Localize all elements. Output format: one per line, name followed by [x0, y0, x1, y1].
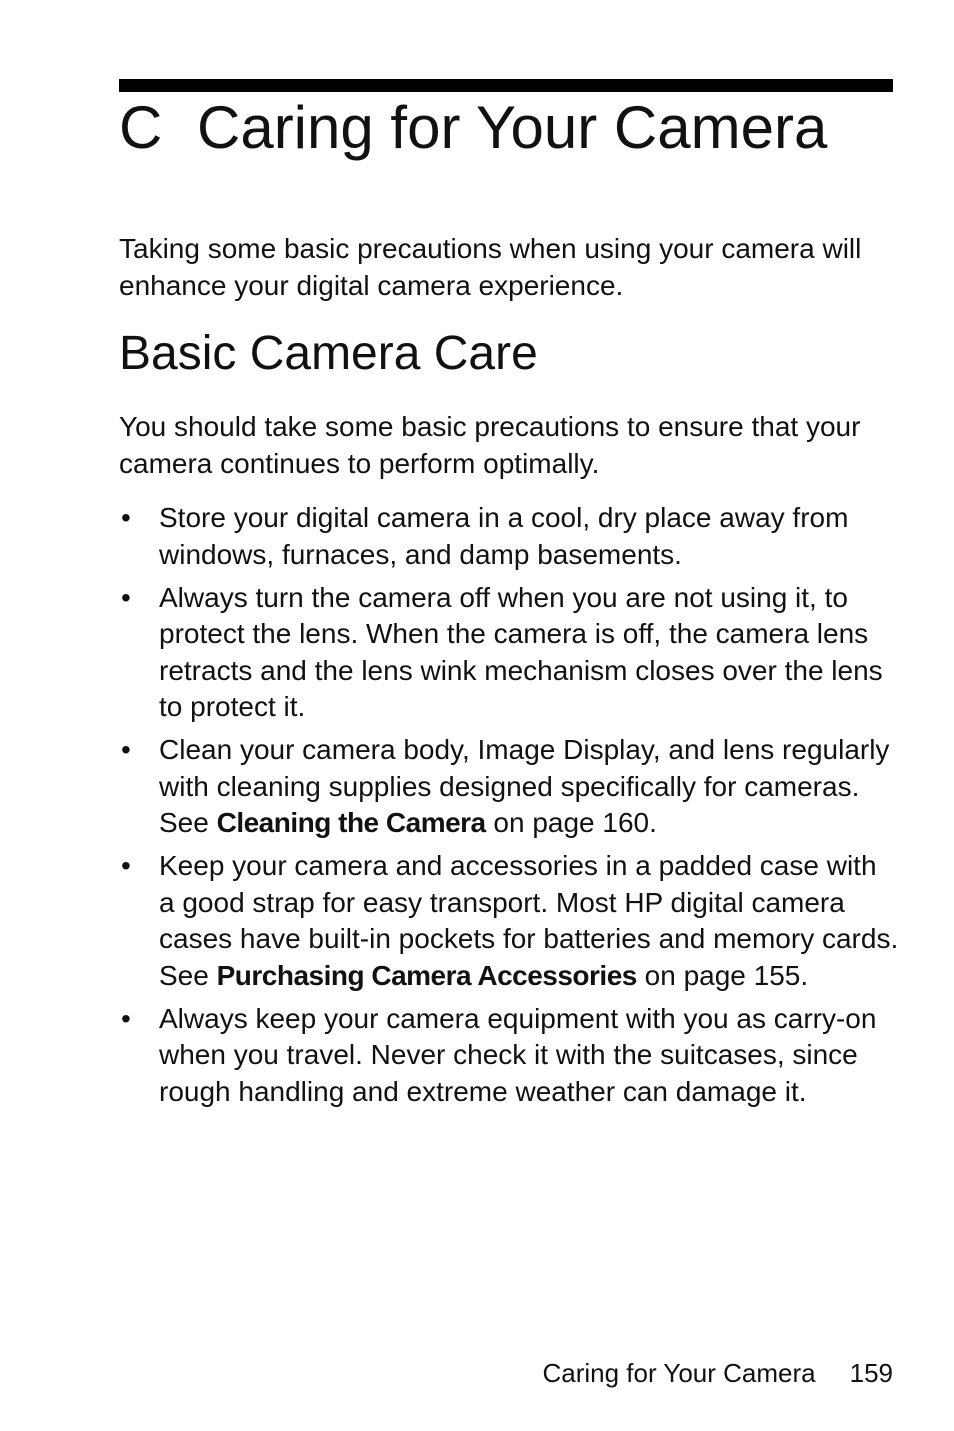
page-number: 159 [849, 1358, 893, 1388]
bullet-dot: • [121, 1002, 131, 1034]
bullet-dot: • [121, 734, 131, 765]
chapter-title-text: Caring for Your Camera [197, 94, 828, 161]
bullet-text-after: on page 160. [485, 807, 657, 838]
bullet-dot: • [121, 581, 131, 613]
bullet-dot: • [121, 502, 131, 533]
bullet-text-before: Keep your camera and accessories in a padded case with a good strap for easy transport. Most HP digital camera cases have built-in pockets for batteries and memory cards. See [159, 850, 899, 991]
page-footer [542, 1356, 893, 1390]
list-item [119, 732, 899, 842]
list-item [119, 580, 899, 726]
care-bullet-list [119, 500, 899, 1117]
chapter-top-rule [119, 79, 893, 92]
chapter-letter: C [119, 94, 163, 161]
section-heading: Basic Camera Care [119, 327, 538, 380]
bullet-text: Store your digital camera in a cool, dry place away from windows, furnaces, and damp basements. [159, 502, 849, 570]
list-item [119, 848, 899, 994]
bullet-text: Always keep your camera equipment with you as carry-on when you travel. Never check it with the suitcases, since rough handling and extreme weather can damage it. [159, 1002, 877, 1107]
bullet-text-after: on page 155. [636, 959, 809, 991]
list-item [119, 500, 899, 573]
bullet-dot: • [121, 850, 131, 881]
chapter-title [119, 92, 827, 164]
chapter-intro: Taking some basic precautions when using your camera will enhance your digital camera experience. [119, 233, 862, 301]
bullet-text: Always turn the camera off when you are not using it, to protect the lens. When the camera is off, the camera lens retracts and the lens wink mechanism closes over the lens to protect it. [159, 581, 883, 722]
cleaning-camera-link[interactable]: Cleaning the Camera [216, 807, 486, 838]
running-title: Caring for Your Camera [542, 1358, 816, 1388]
bullet-text-before: Clean your camera body, Image Display, and lens regularly with cleaning supplies designed specifically for cameras. See [159, 734, 890, 838]
list-item [119, 1001, 899, 1111]
purchasing-accessories-link[interactable]: Purchasing Camera Accessories [216, 959, 637, 991]
section-intro: You should take some basic precautions to ensure that your camera continues to perform optimally. [119, 411, 861, 479]
